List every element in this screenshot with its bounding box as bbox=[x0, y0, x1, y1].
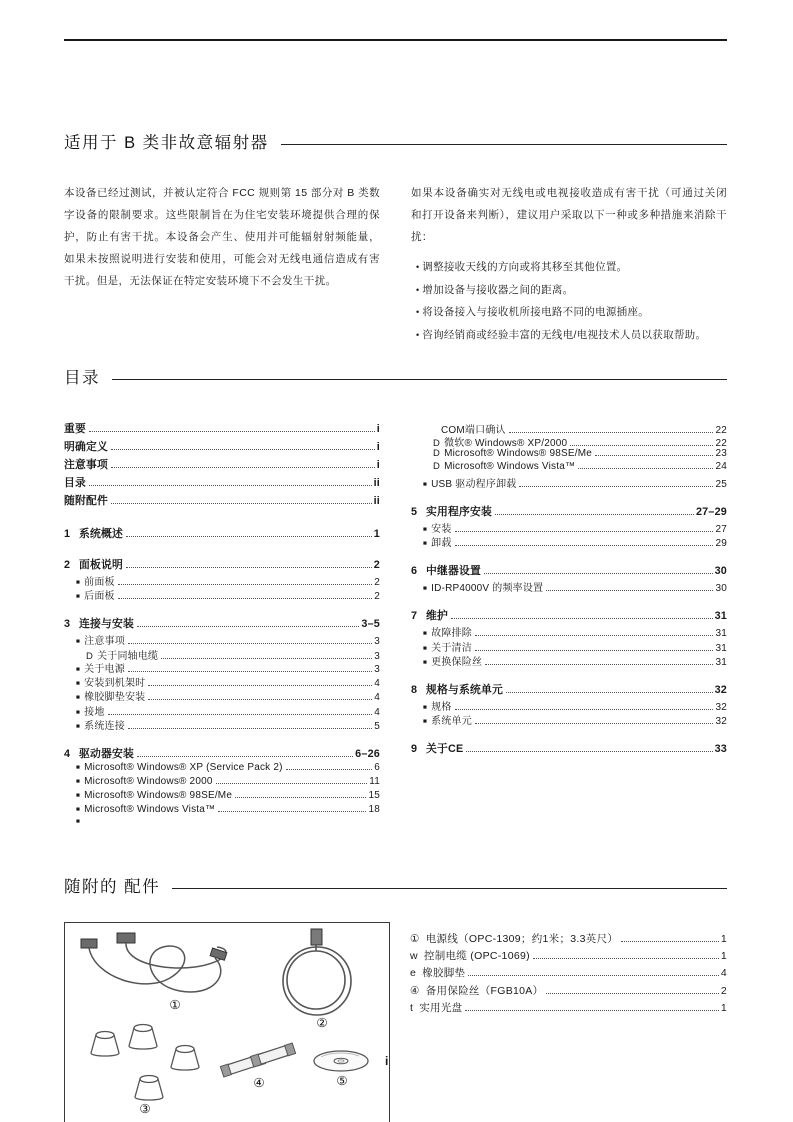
toc-entry-page: 1 bbox=[373, 528, 380, 540]
toc-entry[interactable] bbox=[411, 421, 727, 434]
dot-leader bbox=[455, 545, 714, 546]
toc-entry-label: 目录 bbox=[64, 477, 86, 489]
toc-entry[interactable] bbox=[64, 746, 380, 762]
dot-leader bbox=[89, 485, 372, 486]
toc-entry[interactable] bbox=[64, 421, 380, 439]
toc-entry[interactable] bbox=[411, 608, 727, 624]
dot-leader bbox=[216, 783, 368, 784]
toc-entry-label: 规格与系统单元 bbox=[426, 683, 503, 696]
toc-entry-label: 卸载 bbox=[431, 537, 452, 549]
toc-entry-page: ii bbox=[373, 495, 380, 507]
toc-entry[interactable] bbox=[411, 461, 727, 474]
square-bullet-icon: ■ bbox=[423, 480, 428, 488]
toc-entry-page: 22 bbox=[715, 425, 727, 436]
toc-entry[interactable] bbox=[64, 660, 380, 674]
d-bullet-icon: D bbox=[433, 447, 441, 459]
accessories-illustration bbox=[65, 923, 389, 1122]
dot-leader bbox=[111, 449, 375, 450]
dot-leader bbox=[533, 958, 719, 959]
accessories-section-heading bbox=[64, 873, 727, 897]
toc-entry-page: ii bbox=[373, 477, 380, 489]
accessory-quantity: 4 bbox=[720, 967, 727, 980]
fcc-section-title: 适用于 B 类非故意辐射器 bbox=[64, 134, 269, 152]
dot-leader bbox=[455, 709, 714, 710]
figure-label-3: ③ bbox=[139, 1102, 151, 1116]
dot-leader bbox=[118, 584, 372, 585]
dot-leader bbox=[570, 445, 713, 446]
toc-entry-label: Microsoft® Windows® 98SE/Me bbox=[444, 447, 593, 459]
d-bullet-icon: D bbox=[433, 438, 441, 450]
page-number: i bbox=[385, 1054, 389, 1068]
toc-body bbox=[64, 421, 727, 833]
toc-entry[interactable] bbox=[64, 557, 380, 573]
dot-leader bbox=[111, 503, 372, 504]
toc-entry[interactable] bbox=[64, 587, 380, 601]
toc-chapter-number: 7 bbox=[411, 610, 418, 623]
accessory-quantity: 1 bbox=[720, 1001, 727, 1014]
dot-leader bbox=[475, 723, 714, 724]
dot-leader bbox=[137, 626, 359, 627]
fcc-body bbox=[64, 182, 727, 346]
toc-entry-label: 前面板 bbox=[84, 577, 115, 588]
dot-leader bbox=[126, 567, 372, 568]
toc-entry-label: Microsoft® Windows Vista™ bbox=[444, 461, 576, 473]
toc-entry-page: 4 bbox=[374, 678, 380, 690]
toc-entry[interactable] bbox=[411, 520, 727, 534]
toc-entry-label: 重要 bbox=[64, 423, 86, 435]
toc-entry-label: 安装 bbox=[431, 523, 452, 535]
toc-entry-page: 31 bbox=[715, 642, 727, 654]
toc-entry-page: 30 bbox=[714, 565, 727, 578]
toc-entry-label: 注意事项 bbox=[64, 459, 108, 471]
square-bullet-icon: ■ bbox=[423, 585, 428, 593]
figure-label-4: ④ bbox=[253, 1076, 265, 1090]
toc-entry-page: 3–5 bbox=[361, 618, 380, 631]
bullet-dot-icon: • bbox=[416, 284, 423, 295]
fcc-right-column bbox=[411, 182, 727, 346]
toc-entry-page: 33 bbox=[714, 743, 727, 756]
toc-entry-page: i bbox=[376, 459, 380, 471]
toc-entry[interactable] bbox=[64, 674, 380, 688]
dot-leader bbox=[108, 714, 373, 715]
header-rule bbox=[64, 39, 727, 41]
dot-leader bbox=[89, 431, 375, 432]
dot-leader bbox=[495, 514, 694, 515]
fcc-bullet-list bbox=[411, 256, 727, 346]
dot-leader bbox=[546, 993, 718, 994]
toc-entry-label: 注意事项 bbox=[84, 636, 125, 648]
square-bullet-icon: ■ bbox=[423, 703, 428, 711]
toc-entry-page: 24 bbox=[715, 461, 727, 473]
toc-entry-label: 规格 bbox=[431, 701, 452, 713]
toc-entry[interactable] bbox=[411, 534, 727, 548]
toc-left-column bbox=[64, 421, 380, 833]
toc-entry[interactable] bbox=[411, 563, 727, 579]
toc-entry[interactable] bbox=[64, 439, 380, 457]
dot-leader bbox=[148, 685, 372, 686]
utility-cd-drawing bbox=[314, 1051, 368, 1071]
accessory-item bbox=[410, 948, 727, 965]
toc-entry-label: USB 驱动程序卸载 bbox=[431, 478, 517, 490]
accessory-label: 控制电缆 (OPC-1069) bbox=[423, 950, 530, 963]
dot-leader bbox=[519, 486, 713, 487]
d-bullet-icon: D bbox=[86, 650, 94, 662]
toc-entry-page: 25 bbox=[715, 478, 727, 490]
toc-entry-label: 随附配件 bbox=[64, 495, 108, 507]
toc-entry-label: 系统单元 bbox=[431, 716, 472, 728]
square-bullet-icon: ■ bbox=[76, 694, 81, 702]
dot-leader bbox=[128, 728, 372, 729]
toc-entry-label: 更换保险丝 bbox=[431, 656, 483, 668]
toc-section-heading bbox=[64, 364, 727, 388]
accessory-item bbox=[410, 983, 727, 1000]
toc-entry-label: 故障排除 bbox=[431, 628, 472, 640]
figure-label-2: ② bbox=[316, 1016, 328, 1030]
dot-leader bbox=[506, 692, 713, 693]
fcc-bullet: • 增加设备与接收器之间的距离。 bbox=[416, 283, 574, 296]
square-bullet-icon: ■ bbox=[423, 658, 428, 666]
toc-entry[interactable] bbox=[64, 776, 380, 790]
d-bullet-icon: D bbox=[433, 461, 441, 473]
toc-entry-label: 关于清洁 bbox=[431, 642, 472, 654]
toc-entry-label: 安装到机架时 bbox=[84, 678, 146, 690]
toc-entry[interactable] bbox=[411, 639, 727, 653]
toc-entry[interactable] bbox=[64, 804, 380, 818]
dot-leader bbox=[468, 975, 719, 976]
fcc-left-paragraph: 本设备已经过测试，并被认定符合 FCC 规则第 15 部分对 B 类数字设备的限制要求。这些限制旨在为住宅安装环境提供合理的保护，防止有害干扰。本设备会产生、使用并可能辐射射频能量，如果未按照说明进行安装和使用，可能会对无线电通信造成有害干扰。但是，无法保证在特定安装环境下不会发生干扰。 bbox=[64, 187, 380, 287]
toc-chapter-number: 2 bbox=[64, 559, 71, 571]
toc-entry-label: 实用程序安装 bbox=[426, 505, 492, 518]
toc-entry-page: 4 bbox=[374, 692, 380, 704]
toc-entry-page: 23 bbox=[715, 447, 727, 459]
control-cable-drawing bbox=[283, 929, 351, 1015]
spare-fuses-drawing bbox=[220, 1043, 295, 1077]
toc-entry-label: 系统概述 bbox=[79, 528, 123, 540]
toc-entry-label: 接地 bbox=[84, 706, 105, 718]
toc-entry[interactable] bbox=[411, 579, 727, 593]
square-bullet-icon: ■ bbox=[76, 665, 81, 673]
fcc-section-heading bbox=[64, 129, 727, 153]
accessory-marker: t bbox=[410, 1001, 414, 1014]
toc-entry-page: 2 bbox=[373, 559, 380, 571]
toc-entry[interactable] bbox=[64, 703, 380, 717]
accessory-item bbox=[410, 931, 727, 948]
figure-label-1: ① bbox=[169, 998, 181, 1012]
dot-leader bbox=[137, 756, 353, 757]
square-bullet-icon: ■ bbox=[76, 708, 81, 716]
dot-leader bbox=[148, 699, 372, 700]
toc-chapter-number: 8 bbox=[411, 683, 418, 696]
toc-entry-page: 31 bbox=[715, 656, 727, 668]
toc-entry-page: 5 bbox=[374, 720, 380, 732]
dot-leader bbox=[578, 468, 713, 469]
toc-entry-page: 30 bbox=[715, 583, 727, 595]
toc-entry-page: 31 bbox=[715, 628, 727, 640]
toc-entry[interactable] bbox=[64, 762, 380, 776]
dot-leader bbox=[455, 531, 714, 532]
toc-entry[interactable] bbox=[64, 493, 380, 511]
accessory-label: 备用保险丝（FGB10A） bbox=[425, 984, 544, 997]
toc-entry[interactable] bbox=[64, 688, 380, 702]
toc-entry-label: 关于同轴电缆 bbox=[97, 650, 159, 662]
toc-entry-page: 18 bbox=[368, 804, 380, 816]
bullet-dot-icon: • bbox=[416, 329, 423, 340]
accessory-quantity: 1 bbox=[720, 950, 727, 963]
figure-label-5: ⑤ bbox=[336, 1074, 348, 1088]
bullet-dot-icon: • bbox=[416, 307, 423, 317]
toc-chapter-number: 1 bbox=[64, 528, 71, 540]
toc-entry-label: 系统连接 bbox=[84, 720, 125, 732]
toc-entry[interactable] bbox=[64, 526, 380, 542]
toc-chapter-number: 4 bbox=[64, 747, 71, 760]
square-bullet-icon: ■ bbox=[423, 718, 428, 726]
toc-entry-label: 后面板 bbox=[84, 591, 115, 603]
fcc-bullet: • 调整接收天线的方向或将其移至其他位置。 bbox=[416, 261, 628, 273]
toc-chapter-number: 3 bbox=[64, 618, 71, 631]
heading-rule bbox=[281, 144, 727, 145]
toc-entry-label: 关于电源 bbox=[84, 663, 125, 675]
fcc-right-paragraph: 如果本设备确实对无线电或电视接收造成有害干扰（可通过关闭和打开设备来判断），建议用户采取以下一种或多种措施来消除干扰： bbox=[411, 187, 727, 243]
toc-entry-page: 22 bbox=[715, 438, 727, 450]
square-bullet-icon: ■ bbox=[76, 638, 81, 646]
accessory-item bbox=[410, 965, 727, 982]
toc-entry-label: 关于CE bbox=[426, 743, 464, 756]
accessory-item bbox=[410, 1000, 727, 1017]
toc-entry[interactable] bbox=[411, 624, 727, 638]
toc-entry-page: i bbox=[376, 441, 380, 453]
toc-chapter-number: 5 bbox=[411, 505, 418, 518]
toc-entry-label: 橡胶脚垫安装 bbox=[84, 692, 146, 704]
toc-entry-label: 微软® Windows® XP/2000 bbox=[444, 438, 568, 450]
toc-entry-label: 维护 bbox=[426, 610, 448, 623]
toc-entry-page: 15 bbox=[368, 790, 380, 802]
accessory-marker: ④ bbox=[410, 984, 420, 997]
square-bullet-icon: ■ bbox=[76, 817, 81, 825]
accessory-label: 电源线（OPC-1309；约1米；3.3英尺） bbox=[425, 933, 619, 945]
accessory-marker: ① bbox=[410, 933, 420, 945]
toc-entry-page: 6 bbox=[374, 761, 380, 773]
square-bullet-icon: ■ bbox=[76, 722, 81, 730]
square-bullet-icon: ■ bbox=[76, 806, 81, 814]
toc-entry-label: 驱动器安装 bbox=[79, 747, 134, 760]
square-bullet-icon: ■ bbox=[423, 644, 428, 652]
toc-entry[interactable] bbox=[64, 616, 380, 632]
accessory-marker: w bbox=[410, 950, 418, 963]
toc-entry-label: COM端口确认 bbox=[441, 425, 506, 436]
fcc-bullet: • 将设备接入与接收机所接电路不同的电源插座。 bbox=[416, 306, 650, 318]
toc-entry-page: 27 bbox=[715, 523, 727, 535]
toc-entry-label: Microsoft® Windows Vista™ bbox=[84, 804, 216, 816]
square-bullet-icon: ■ bbox=[76, 778, 81, 786]
accessories-list bbox=[410, 931, 727, 1017]
toc-entry-page: 32 bbox=[714, 683, 727, 696]
dot-leader bbox=[286, 769, 373, 770]
square-bullet-icon: ■ bbox=[423, 539, 428, 547]
accessory-label: 实用光盘 bbox=[419, 1001, 463, 1014]
toc-entry[interactable] bbox=[411, 653, 727, 667]
toc-entry[interactable] bbox=[64, 632, 380, 646]
toc-entry-page: 3 bbox=[374, 650, 380, 662]
fcc-bullet: • 咨询经销商或经验丰富的无线电/电视技术人员以获取帮助。 bbox=[416, 328, 707, 341]
toc-entry-page: 32 bbox=[715, 701, 727, 713]
accessory-marker: e bbox=[410, 967, 417, 980]
toc-section-title: 目录 bbox=[64, 369, 100, 387]
toc-entry-page: 31 bbox=[714, 610, 727, 623]
square-bullet-icon: ■ bbox=[423, 525, 428, 533]
dot-leader bbox=[126, 536, 372, 537]
square-bullet-icon: ■ bbox=[423, 630, 428, 638]
toc-entry-label: 中继器设置 bbox=[426, 565, 481, 578]
toc-entry-label: 明确定义 bbox=[64, 441, 108, 453]
toc-entry[interactable] bbox=[411, 504, 727, 520]
dot-leader bbox=[128, 671, 372, 672]
toc-entry[interactable] bbox=[64, 475, 380, 493]
toc-entry[interactable] bbox=[411, 712, 727, 726]
bullet-dot-icon: • bbox=[416, 262, 423, 272]
toc-entry-page: 2 bbox=[374, 577, 380, 588]
accessories-section-title: 随附的 配件 bbox=[64, 878, 161, 896]
toc-entry-page: i bbox=[376, 423, 380, 435]
toc-chapter-number: 6 bbox=[411, 565, 418, 578]
toc-right-column bbox=[411, 421, 727, 833]
toc-chapter-number: 9 bbox=[411, 743, 418, 756]
heading-rule bbox=[112, 379, 727, 380]
toc-entry-label: 连接与安装 bbox=[79, 618, 134, 631]
accessory-quantity: 2 bbox=[720, 984, 727, 997]
dot-leader bbox=[235, 797, 366, 798]
square-bullet-icon: ■ bbox=[76, 593, 81, 601]
toc-entry-page: 3 bbox=[374, 663, 380, 675]
toc-entry-page: 4 bbox=[374, 706, 380, 718]
heading-rule bbox=[172, 888, 727, 889]
power-cable-drawing bbox=[81, 933, 227, 992]
dot-leader bbox=[595, 455, 713, 456]
toc-entry[interactable] bbox=[64, 790, 380, 804]
dot-leader bbox=[475, 635, 714, 636]
square-bullet-icon: ■ bbox=[76, 579, 81, 586]
dot-leader bbox=[546, 590, 713, 591]
toc-entry-label: 面板说明 bbox=[79, 559, 123, 571]
toc-entry[interactable] bbox=[411, 698, 727, 712]
dot-leader bbox=[218, 811, 366, 812]
toc-entry-page: 27–29 bbox=[695, 505, 727, 518]
dot-leader bbox=[451, 618, 713, 619]
dot-leader bbox=[509, 432, 714, 433]
toc-entry-label: Microsoft® Windows® 2000 bbox=[84, 776, 213, 788]
dot-leader bbox=[466, 751, 712, 752]
dot-leader bbox=[465, 1010, 718, 1011]
toc-entry-page: 3 bbox=[374, 636, 380, 648]
square-bullet-icon: ■ bbox=[76, 792, 81, 800]
toc-entry[interactable] bbox=[64, 717, 380, 731]
dot-leader bbox=[128, 643, 372, 644]
rubber-feet-drawing bbox=[91, 1025, 199, 1101]
toc-entry[interactable] bbox=[64, 457, 380, 475]
dot-leader bbox=[161, 658, 372, 659]
toc-entry[interactable] bbox=[64, 647, 380, 660]
toc-entry[interactable] bbox=[64, 819, 380, 833]
fcc-left-column bbox=[64, 182, 380, 346]
toc-entry-page: 6–26 bbox=[355, 747, 380, 760]
toc-entry[interactable] bbox=[64, 573, 380, 587]
toc-entry-label: Microsoft® Windows® 98SE/Me bbox=[84, 790, 233, 802]
square-bullet-icon: ■ bbox=[76, 763, 81, 771]
toc-entry-page: 11 bbox=[369, 776, 380, 788]
accessories-figure bbox=[64, 922, 390, 1122]
toc-entry-label: ID-RP4000V 的频率设置 bbox=[431, 583, 544, 595]
toc-entry[interactable] bbox=[411, 741, 727, 757]
square-bullet-icon: ■ bbox=[76, 680, 81, 688]
toc-entry-label: Microsoft® Windows® XP (Service Pack 2) bbox=[84, 761, 283, 773]
accessory-quantity: 1 bbox=[720, 933, 727, 945]
toc-entry[interactable] bbox=[411, 475, 727, 489]
dot-leader bbox=[118, 598, 372, 599]
toc-entry-page: 2 bbox=[374, 591, 380, 603]
dot-leader bbox=[485, 664, 713, 665]
accessory-label: 橡胶脚垫 bbox=[422, 967, 466, 980]
dot-leader bbox=[111, 467, 375, 468]
toc-entry-page: 32 bbox=[715, 716, 727, 728]
dot-leader bbox=[621, 941, 719, 942]
toc-entry-page: 29 bbox=[715, 537, 727, 549]
toc-entry[interactable] bbox=[411, 448, 727, 461]
toc-entry[interactable] bbox=[411, 682, 727, 698]
dot-leader bbox=[484, 573, 713, 574]
dot-leader bbox=[475, 650, 714, 651]
toc-entry[interactable] bbox=[411, 434, 727, 450]
